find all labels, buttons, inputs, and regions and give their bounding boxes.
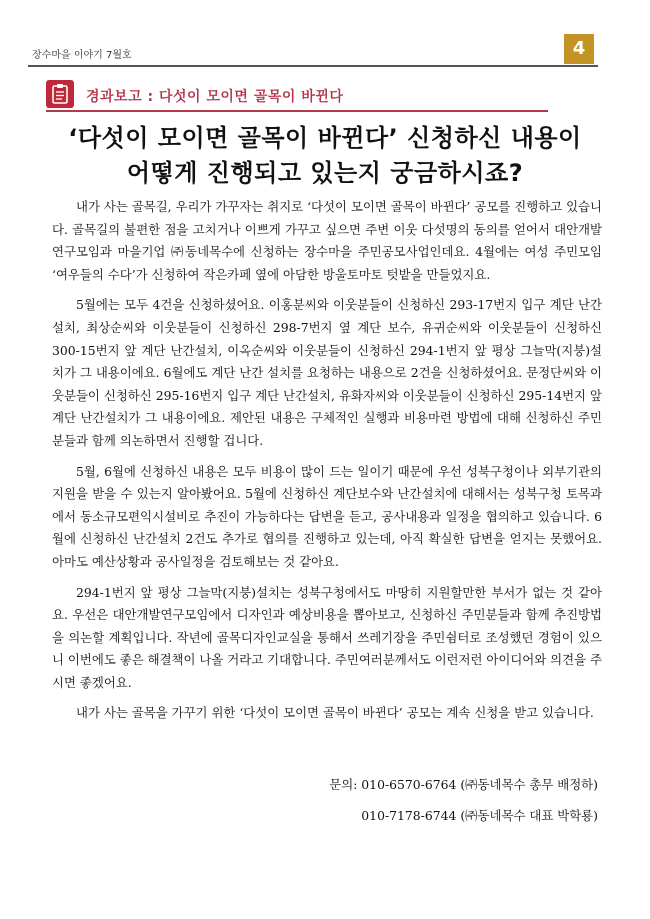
paragraph: 내가 사는 골목을 가꾸기 위한 ‘다섯이 모이면 골목이 바뀐다’ 공모는 계속 신청을 받고 있습니다. — [76, 705, 594, 721]
section-label: 경과보고 : 다섯이 모이면 골목이 바뀐다 — [86, 89, 344, 105]
paragraph: 294-1번지 앞 평상 그늘막(지붕)설치는 성북구청에서도 마땅히 지원할만한 부서가 없는 것 같아요. 우선은 대안개발연구모임에서 디자인과 예상비용을 뽑아보고, 신청하신 주민분들과 함께 추진방법을 의논할 계획입니다. 작년에 골목디자인교실을 통해서 쓰레기장을 주민쉼터로 조성했던 경험이 있으니 이번에도 좋은 해결책이 나올 거라고 기대합니다. 주민여러분께서도 이런저런 아이디어와 의견을 주시면 좋겠어요. — [52, 584, 602, 690]
paragraph: 내가 사는 골목길, 우리가 가꾸자는 취지로 ‘다섯이 모이면 골목이 바뀐다’ 공모를 진행하고 있습니다. 골목길의 불편한 점을 고치거나 이쁘게 가꾸고 싶으면 주변 이웃 다섯명의 동의를 얻어서 대안개발연구모임과 마을기업 ㈜동네목수에 신청하는 장수마을 주민공모사업인데요. 4월에는 여성 주민모임 ‘여우들의 수다’가 신청하여 작은카페 옆에 아담한 방울토마토 텃밭을 만들었지요. — [52, 199, 602, 282]
page-number-badge: 4 — [564, 34, 594, 64]
paragraph: 5월, 6월에 신청하신 내용은 모두 비용이 많이 드는 일이기 때문에 우선 성북구청이나 외부기관의 지원을 받을 수 있는지 알아봤어요. 5월에 신청하신 계단보수와 난간설치에 대해서는 성북구청 토목과에서 동소규모편익시설비로 추진이 가능하다는 답변을 듣고, 공사내용과 일정을 협의하고 있습니다. 6월에 신청하신 난간설치 2건도 추가로 협의를 진행하고 있는데, 아직 확실한 답변을 얻지는 못했어요. 아마도 예산상황과 공사일정을 검토해보는 것 같아요. — [52, 463, 602, 569]
clipboard-icon — [46, 80, 74, 108]
contact-line-2: 010-7178-6744 (㈜동네목수 대표 박학룡) — [361, 808, 598, 823]
header-divider — [28, 65, 598, 67]
article-title-line-1: ‘다섯이 모이면 골목이 바뀐다’ 신청하신 내용이 — [68, 124, 582, 152]
article-body — [52, 196, 602, 733]
section-heading — [46, 80, 548, 112]
article-title-line-2: 어떻게 진행되고 있는지 궁금하시죠? — [126, 159, 524, 187]
paragraph: 5월에는 모두 4건을 신청하셨어요. 이홍분씨와 이웃분들이 신청하신 293-17번지 입구 계단 난간설치, 최상순씨와 이웃분들이 신청하신 298-7번지 옆 계단 보수, 유귀순씨와 이웃분들이 신청하신 300-15번지 앞 계단 난간설치, 이옥순씨와 이웃분들이 신청하신 294-1번지 앞 평상 그늘막(지붕)설치가 그 내용이에요. 6월에도 계단 난간 설치를 요청하는 내용으로 2건을 신청하셨어요. 문정단씨와 이웃분들이 신청하신 295-16번지 입구 계단 난간설치, 유화자씨와 이웃분들이 신청하신 295-14번지 앞 계단 난간설치가 그 내용이에요. 제안된 내용은 구체적인 실행과 비용마련 방법에 대해 신청하신 주민분들과 함께 의논하면서 진행할 겁니다. — [52, 297, 602, 448]
newsletter-name: 장수마을 이야기 7월호 — [32, 50, 132, 61]
contact-line-1: 문의: 010-6570-6764 (㈜동네목수 총무 배정하) — [329, 777, 598, 792]
